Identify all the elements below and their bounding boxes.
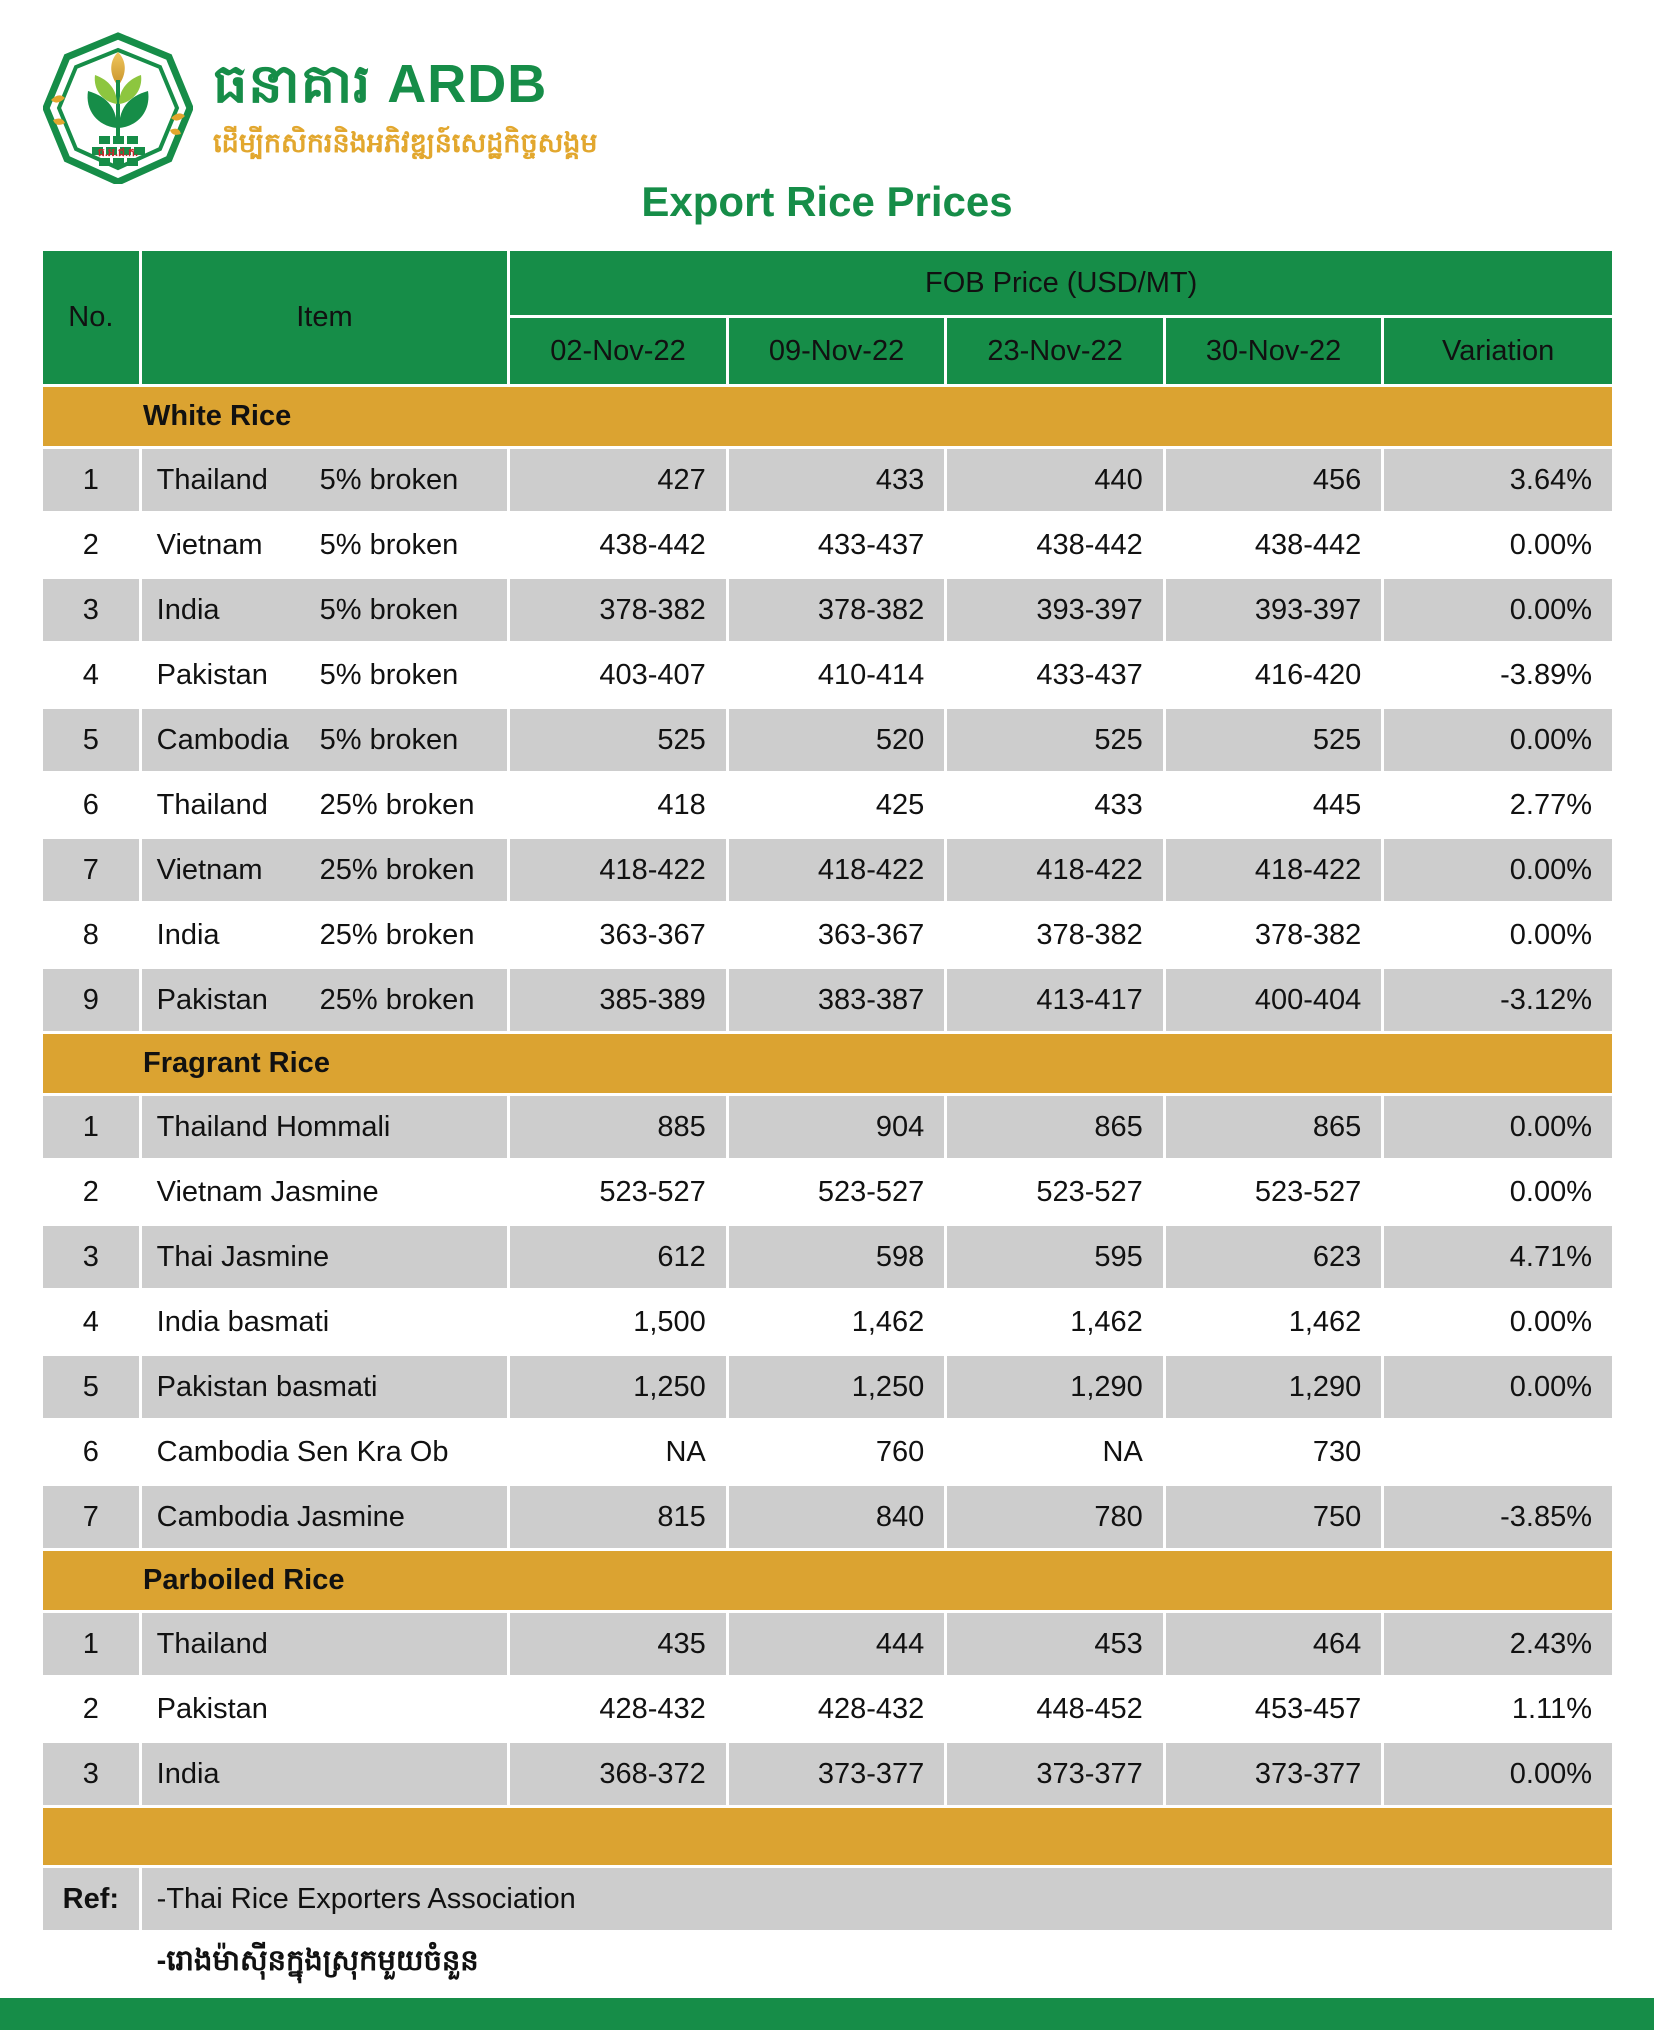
item-cell <box>142 1421 508 1483</box>
item-country: Thailand <box>156 463 268 496</box>
brand-text <box>213 30 598 166</box>
section-row <box>43 1551 1612 1610</box>
row-number: 3 <box>43 1743 139 1805</box>
row-number: 5 <box>43 709 139 771</box>
price-cell: 815 <box>510 1486 726 1548</box>
row-number: 8 <box>43 904 139 966</box>
header-date-1: 02-Nov-22 <box>510 318 726 384</box>
ardb-logo-icon <box>43 30 193 184</box>
logo-abbreviation: ធ.អ.ជ.ក. <box>97 147 139 159</box>
price-cell: 418-422 <box>1166 839 1382 901</box>
price-cell: 438-442 <box>510 514 726 576</box>
price-cell: 428-432 <box>729 1678 945 1740</box>
ref-label: Ref: <box>43 1868 139 1930</box>
item-cell <box>142 1613 508 1675</box>
header-date-4: 30-Nov-22 <box>1166 318 1382 384</box>
note-row <box>43 1933 1612 1995</box>
table-row <box>43 579 1612 641</box>
price-cell: 444 <box>729 1613 945 1675</box>
table-row <box>43 644 1612 706</box>
price-cell: 378-382 <box>947 904 1163 966</box>
row-number: 6 <box>43 774 139 836</box>
row-number: 2 <box>43 1678 139 1740</box>
brand-name-khmer: ធនាគារ <box>213 54 372 114</box>
price-cell: 525 <box>1166 709 1382 771</box>
price-cell: 523-527 <box>510 1161 726 1223</box>
variation-cell: 0.00% <box>1384 1096 1612 1158</box>
price-cell: 418 <box>510 774 726 836</box>
item-country: Vietnam Jasmine <box>156 1175 379 1208</box>
price-cell: 1,290 <box>947 1356 1163 1418</box>
price-cell: 1,462 <box>729 1291 945 1353</box>
row-number: 1 <box>43 1613 139 1675</box>
note-spacer <box>43 1933 139 1995</box>
table-row <box>43 1678 1612 1740</box>
item-country: Pakistan basmati <box>156 1370 378 1403</box>
row-number: 7 <box>43 839 139 901</box>
table-row <box>43 1743 1612 1805</box>
row-number: 5 <box>43 1356 139 1418</box>
price-cell: 445 <box>1166 774 1382 836</box>
item-cell <box>142 969 508 1031</box>
price-cell: 1,462 <box>947 1291 1163 1353</box>
price-cell: 400-404 <box>1166 969 1382 1031</box>
price-table <box>40 248 1615 1998</box>
item-grade: 5% broken <box>319 528 459 561</box>
price-cell: 448-452 <box>947 1678 1163 1740</box>
variation-cell: 1.11% <box>1384 1678 1612 1740</box>
price-cell: 1,500 <box>510 1291 726 1353</box>
item-cell <box>142 904 508 966</box>
section-spacer-row <box>43 1808 1612 1865</box>
price-cell: 373-377 <box>1166 1743 1382 1805</box>
variation-cell: 0.00% <box>1384 1356 1612 1418</box>
price-cell: 885 <box>510 1096 726 1158</box>
reference-row <box>43 1868 1612 1930</box>
price-cell: 456 <box>1166 449 1382 511</box>
ref-text: -Thai Rice Exporters Association <box>142 1868 1612 1930</box>
price-cell: 730 <box>1166 1421 1382 1483</box>
price-cell: 378-382 <box>1166 904 1382 966</box>
price-cell: 438-442 <box>947 514 1163 576</box>
item-country: India <box>156 1757 220 1790</box>
item-grade: 25% broken <box>319 918 475 951</box>
table-header-row-top <box>43 251 1612 315</box>
variation-cell: 0.00% <box>1384 579 1612 641</box>
table-row <box>43 774 1612 836</box>
price-cell: 1,250 <box>510 1356 726 1418</box>
price-cell: 523-527 <box>1166 1161 1382 1223</box>
item-cell <box>142 1678 508 1740</box>
item-cell <box>142 579 508 641</box>
table-row <box>43 514 1612 576</box>
brand-slogan: ដើម្បីកសិករនិងអភិវឌ្ឍន៍សេដ្ឋកិច្ចសង្គម <box>213 127 598 158</box>
brand-name <box>213 56 598 113</box>
section-spacer <box>43 1808 1612 1865</box>
item-country: Pakistan <box>156 658 268 691</box>
table-row <box>43 904 1612 966</box>
item-country: Vietnam <box>156 528 263 561</box>
item-cell <box>142 1161 508 1223</box>
item-cell <box>142 514 508 576</box>
price-cell: 363-367 <box>510 904 726 966</box>
price-cell: 410-414 <box>729 644 945 706</box>
row-number: 1 <box>43 1096 139 1158</box>
brand-header <box>43 30 598 184</box>
row-number: 2 <box>43 1161 139 1223</box>
table-row <box>43 839 1612 901</box>
item-cell <box>142 709 508 771</box>
price-cell: 595 <box>947 1226 1163 1288</box>
header-variation: Variation <box>1384 318 1612 384</box>
item-country: Cambodia Jasmine <box>156 1500 405 1533</box>
table-row <box>43 1226 1612 1288</box>
variation-cell: 0.00% <box>1384 514 1612 576</box>
row-number: 4 <box>43 1291 139 1353</box>
item-cell <box>142 774 508 836</box>
variation-cell: -3.85% <box>1384 1486 1612 1548</box>
row-number: 9 <box>43 969 139 1031</box>
item-grade: 25% broken <box>319 853 475 886</box>
price-cell: 520 <box>729 709 945 771</box>
item-grade: 5% broken <box>319 723 459 756</box>
price-cell: 1,290 <box>1166 1356 1382 1418</box>
price-cell: 523-527 <box>947 1161 1163 1223</box>
price-cell: 865 <box>947 1096 1163 1158</box>
brand-name-latin: ARDB <box>387 54 548 114</box>
price-cell: 1,250 <box>729 1356 945 1418</box>
price-cell: 418-422 <box>729 839 945 901</box>
variation-cell: 0.00% <box>1384 1743 1612 1805</box>
item-cell <box>142 1291 508 1353</box>
table-row <box>43 449 1612 511</box>
price-cell: 433 <box>947 774 1163 836</box>
item-cell <box>142 1356 508 1418</box>
item-grade: 5% broken <box>319 658 459 691</box>
variation-cell: 0.00% <box>1384 1161 1612 1223</box>
variation-cell: -3.89% <box>1384 644 1612 706</box>
table-row <box>43 1356 1612 1418</box>
item-grade: 5% broken <box>319 463 459 496</box>
table-row <box>43 1486 1612 1548</box>
variation-cell: 4.71% <box>1384 1226 1612 1288</box>
table-row <box>43 969 1612 1031</box>
price-cell: 464 <box>1166 1613 1382 1675</box>
row-number: 3 <box>43 1226 139 1288</box>
item-country: India basmati <box>156 1305 330 1338</box>
item-country: India <box>156 918 220 951</box>
price-cell: 368-372 <box>510 1743 726 1805</box>
section-label: Fragrant Rice <box>43 1034 1612 1093</box>
item-grade: 25% broken <box>319 788 475 821</box>
price-cell: 438-442 <box>1166 514 1382 576</box>
item-country: Thailand Hommali <box>156 1110 391 1143</box>
price-cell: 427 <box>510 449 726 511</box>
price-cell: 373-377 <box>947 1743 1163 1805</box>
item-cell <box>142 1096 508 1158</box>
price-cell: 525 <box>510 709 726 771</box>
variation-cell: 0.00% <box>1384 709 1612 771</box>
item-country: Thai Jasmine <box>156 1240 330 1273</box>
footer-bar <box>0 1998 1654 2030</box>
header-fob-price: FOB Price (USD/MT) <box>510 251 1612 315</box>
price-cell: 403-407 <box>510 644 726 706</box>
item-country: Thailand <box>156 788 268 821</box>
table-row <box>43 1291 1612 1353</box>
item-country: Vietnam <box>156 853 263 886</box>
price-cell: 1,462 <box>1166 1291 1382 1353</box>
row-number: 3 <box>43 579 139 641</box>
variation-cell: 0.00% <box>1384 1291 1612 1353</box>
variation-cell: -3.12% <box>1384 969 1612 1031</box>
price-cell: 413-417 <box>947 969 1163 1031</box>
item-country: Cambodia Sen Kra Ob <box>156 1435 449 1468</box>
row-number: 6 <box>43 1421 139 1483</box>
price-cell: 750 <box>1166 1486 1382 1548</box>
table-row <box>43 1096 1612 1158</box>
item-grade: 5% broken <box>319 593 459 626</box>
header-no: No. <box>43 251 139 384</box>
row-number: 7 <box>43 1486 139 1548</box>
note-khmer: -រោងម៉ាស៊ីនក្នុងស្រុកមួយចំនួន <box>142 1933 1612 1995</box>
price-cell: 393-397 <box>947 579 1163 641</box>
section-label: White Rice <box>43 387 1612 446</box>
price-cell: 433 <box>729 449 945 511</box>
section-row <box>43 387 1612 446</box>
price-cell: 425 <box>729 774 945 836</box>
price-cell: 525 <box>947 709 1163 771</box>
item-cell <box>142 449 508 511</box>
item-grade: 25% broken <box>319 983 475 1016</box>
price-cell: 363-367 <box>729 904 945 966</box>
variation-cell: 3.64% <box>1384 449 1612 511</box>
price-cell: 440 <box>947 449 1163 511</box>
price-cell: 378-382 <box>729 579 945 641</box>
price-cell: 393-397 <box>1166 579 1382 641</box>
header-date-2: 09-Nov-22 <box>729 318 945 384</box>
variation-cell: 0.00% <box>1384 839 1612 901</box>
price-cell: NA <box>510 1421 726 1483</box>
variation-cell: 2.43% <box>1384 1613 1612 1675</box>
item-cell <box>142 1486 508 1548</box>
price-cell: 760 <box>729 1421 945 1483</box>
price-cell: 385-389 <box>510 969 726 1031</box>
price-cell: 418-422 <box>510 839 726 901</box>
variation-cell <box>1384 1421 1612 1483</box>
row-number: 2 <box>43 514 139 576</box>
header-item: Item <box>142 251 508 384</box>
page-title: Export Rice Prices <box>641 178 1013 225</box>
price-cell: 453 <box>947 1613 1163 1675</box>
price-cell: 378-382 <box>510 579 726 641</box>
table-row <box>43 1161 1612 1223</box>
table-row <box>43 1613 1612 1675</box>
price-cell: 373-377 <box>729 1743 945 1805</box>
section-label: Parboiled Rice <box>43 1551 1612 1610</box>
price-cell: 383-387 <box>729 969 945 1031</box>
price-cell: 612 <box>510 1226 726 1288</box>
price-cell: 418-422 <box>947 839 1163 901</box>
table-row <box>43 1421 1612 1483</box>
price-cell: 433-437 <box>729 514 945 576</box>
item-country: Cambodia <box>156 723 289 756</box>
item-country: India <box>156 593 220 626</box>
price-cell: 623 <box>1166 1226 1382 1288</box>
variation-cell: 0.00% <box>1384 904 1612 966</box>
price-cell: NA <box>947 1421 1163 1483</box>
item-cell <box>142 1743 508 1805</box>
price-cell: 416-420 <box>1166 644 1382 706</box>
item-country: Pakistan <box>156 983 268 1016</box>
price-cell: 453-457 <box>1166 1678 1382 1740</box>
price-cell: 428-432 <box>510 1678 726 1740</box>
price-cell: 435 <box>510 1613 726 1675</box>
price-cell: 523-527 <box>729 1161 945 1223</box>
price-cell: 598 <box>729 1226 945 1288</box>
item-country: Thailand <box>156 1627 268 1660</box>
variation-cell: 2.77% <box>1384 774 1612 836</box>
price-cell: 865 <box>1166 1096 1382 1158</box>
item-cell <box>142 644 508 706</box>
item-country: Pakistan <box>156 1692 268 1725</box>
price-cell: 904 <box>729 1096 945 1158</box>
item-cell <box>142 1226 508 1288</box>
row-number: 4 <box>43 644 139 706</box>
item-cell <box>142 839 508 901</box>
section-row <box>43 1034 1612 1093</box>
price-cell: 433-437 <box>947 644 1163 706</box>
header-date-3: 23-Nov-22 <box>947 318 1163 384</box>
price-cell: 840 <box>729 1486 945 1548</box>
table-row <box>43 709 1612 771</box>
price-cell: 780 <box>947 1486 1163 1548</box>
row-number: 1 <box>43 449 139 511</box>
